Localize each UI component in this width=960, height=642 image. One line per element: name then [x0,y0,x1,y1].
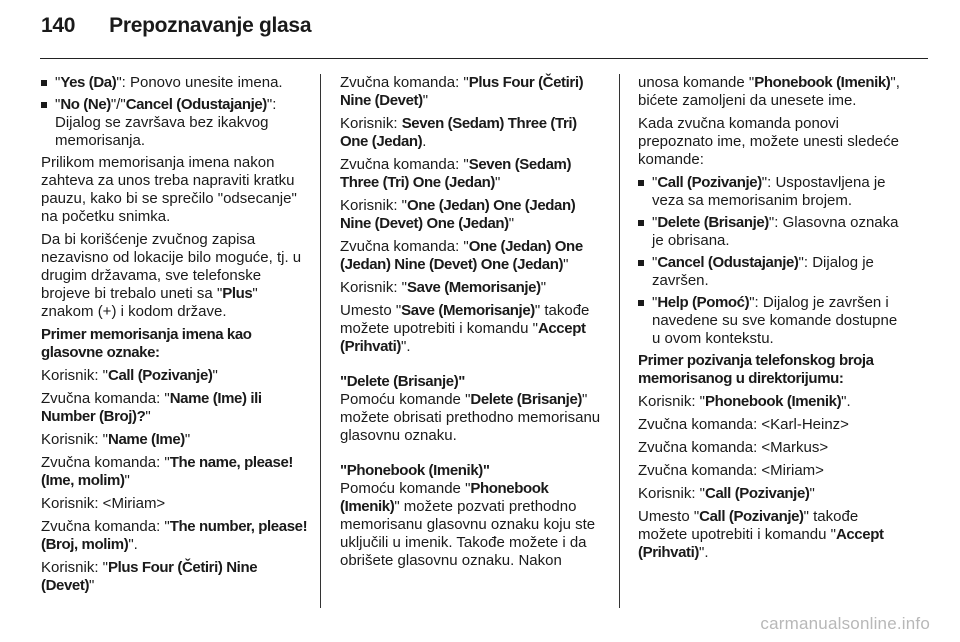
column-3 [638,74,908,567]
column-2 [340,74,608,575]
dialog-line: Zvučna komanda: <Miriam> [638,462,824,479]
section-heading: Primer memorisanja imena kao glasovne oznake: [41,326,252,361]
dialog-line: Korisnik: "Save (Memorisanje)" [340,279,547,296]
paragraph: Kada zvučna komanda ponovi prepoznato ime, možete unesti sledeće komande: [638,115,899,168]
section-heading: "Delete (Brisanje)" [340,373,465,390]
bullet-square-icon [41,102,47,108]
paragraph: Umesto "Call (Pozivanje)" takođe možete upotrebiti i komandu "Accept (Prihvati)". [638,508,884,561]
page-header [41,14,311,54]
column-divider [619,74,620,608]
dialog-line: Zvučna komanda: "Name (Ime) ili Number (Broj)?" [41,390,262,425]
dialog-line: Zvučna komanda: "One (Jedan) One (Jedan) Nine (Devet) One (Jedan)" [340,238,583,273]
header-divider [40,58,928,59]
bullet-square-icon [638,260,644,266]
dialog-line: Korisnik: Seven (Sedam) Three (Tri) One (Jedan). [340,115,577,150]
paragraph: Prilikom memorisanja imena nakon zahteva za unos treba napraviti kratku pauzu, kako bi se sprečilo "odsecanje" na početku snimka. [41,154,297,225]
bullet-item: "Help (Pomoć)": Dijalog je završen i navedene su sve komande dostupne u ovom kontekstu. [638,294,908,348]
paragraph: Pomoću komande "Phonebook (Imenik)" možete pozvati prethodno memorisanu glasovnu oznaku koju ste uključili u imenik. Takođe možete i da obrišete glasovnu oznaku. Nakon [340,480,596,569]
paragraph: unosa komande "Phonebook (Imenik)", bićete zamoljeni da unesete ime. [638,74,900,109]
bullet-square-icon [638,220,644,226]
dialog-line: Korisnik: "Name (Ime)" [41,431,191,448]
bullet-item: "No (Ne)"/"Cancel (Odustajanje)": Dijalog se završava bez ikakvog memorisanja. [41,96,309,150]
paragraph: Pomoću komande "Delete (Brisanje)" možete obrisati prethodno memorisanu glasovnu oznaku. [340,391,601,444]
section-heading: "Phonebook (Imenik)" [340,462,490,479]
bullet-item: "Yes (Da)": Ponovo unesite imena. [41,74,309,92]
dialog-line: Zvučna komanda: "The number, please! (Broj, molim)". [41,518,308,553]
dialog-line: Korisnik: <Miriam> [41,495,166,512]
bullet-item: "Cancel (Odustajanje)": Dijalog je završen. [638,254,908,290]
bullet-item: "Call (Pozivanje)": Uspostavljena je veza sa memorisanim brojem. [638,174,908,210]
dialog-line: Korisnik: "One (Jedan) One (Jedan) Nine (Devet) One (Jedan)" [340,197,576,232]
dialog-line: Zvučna komanda: <Karl-Heinz> [638,416,849,433]
page-number: 140 [41,14,76,37]
column-1 [41,74,309,600]
dialog-line: Korisnik: "Call (Pozivanje)" [638,485,815,502]
section-heading: Primer pozivanja telefonskog broja memorisanog u direktorijumu: [638,352,874,387]
dialog-line: Korisnik: "Phonebook (Imenik)". [638,393,851,410]
paragraph: Da bi korišćenje zvučnog zapisa nezavisno od lokacije bilo moguće, tj. u drugim državama, sve telefonske brojeve bi trebalo uneti sa "Plus" znakom (+) i kodom države. [41,231,302,320]
dialog-line: Zvučna komanda: <Markus> [638,439,829,456]
bullet-square-icon [638,300,644,306]
dialog-line: Korisnik: "Call (Pozivanje)" [41,367,218,384]
watermark: carmanualsonline.info [760,614,930,633]
page-title: Prepoznavanje glasa [109,14,312,37]
bullet-item: "Delete (Brisanje)": Glasovna oznaka je obrisana. [638,214,908,250]
dialog-line: Zvučna komanda: "The name, please! (Ime, molim)" [41,454,293,489]
dialog-line: Korisnik: "Plus Four (Četiri) Nine (Devet)" [41,559,258,594]
dialog-line: Zvučna komanda: "Plus Four (Četiri) Nine (Devet)" [340,74,584,109]
bullet-square-icon [41,80,47,86]
dialog-line: Zvučna komanda: "Seven (Sedam) Three (Tri) One (Jedan)" [340,156,572,191]
paragraph: Umesto "Save (Memorisanje)" takođe možete upotrebiti i komandu "Accept (Prihvati)". [340,302,590,355]
column-divider [320,74,321,608]
bullet-square-icon [638,180,644,186]
